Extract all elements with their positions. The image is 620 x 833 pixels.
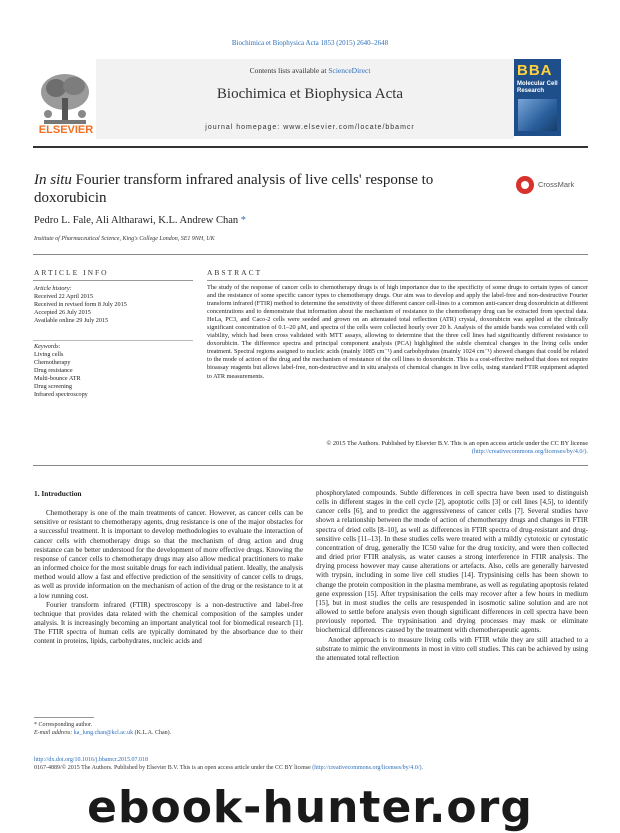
email-label: E-mail address: [34,730,74,736]
article-info-rule [33,280,193,281]
body-divider [33,465,588,466]
journal-reference[interactable]: Biochimica et Biophysica Acta 1853 (2015) 2640–2648 [231,39,389,47]
crossmark-icon [516,176,534,194]
issn-text: 0167-4889/© 2015 The Authors. Published by Elsevier B.V. This is an open access article under the CC BY license [34,765,313,771]
keyword: Chemotherapy [34,359,71,366]
doi-link[interactable]: http://dx.doi.org/10.1016/j.bbamcr.2015.07.018 [34,757,149,763]
keyword: Infrared spectroscopy [34,391,88,398]
issn-line [34,764,588,772]
keywords-rule [33,340,193,341]
keyword: Living cells [34,351,64,358]
keywords-label: Keywords: [34,343,61,350]
section-divider [33,254,588,255]
page-footer [34,756,588,772]
paragraph: Fourier transform infrared (FTIR) spectroscopy is a non-destructive and label-free technique that provides data related with the chemical composition of the samples under analysis. It is increasingly becoming an important analytical tool for biomedical research [1]. The FTIR spectra of human cells are typically dominated by the absorbance due to their content in proteins, lipids, carbohydrates, nucleic acids and [34,600,303,646]
journal-cover-thumbnail[interactable] [514,59,561,136]
header-divider [33,146,588,148]
cover-title: BBA [517,62,553,79]
cover-image [518,99,557,131]
article-title [34,171,504,207]
body-left-column [34,489,303,647]
article-history [34,285,194,325]
email-line [34,729,303,737]
journal-title: Biochimica et Biophysica Acta [216,86,404,102]
paragraph: Another approach is to measure living cells with FTIR while they are still attached to a substrate to mimic the environments in most in vitro cell studies. This can be achieved by using the attenuated total reflection [316,635,588,662]
keyword: Drug resistance [34,367,73,374]
abstract-text: The study of the response of cancer cells to chemotherapy drugs is of high importance due to the specificity of some drugs to certain types of cancer and the resistance of some specific cancer types to chemotherapy drugs. Our aim was to develop and apply the label-free and non-destructive Fourier transform infrared (FTIR) method to determine the sensitivity of three different cancer cell-lines to a common anti-cancer drug doxorubicin at different concentrations and to demonstrate that information about the mechanism of resistance to the chemotherapy drug can be extracted from spectral data. HeLa, PC3, and Caco-2 cells were seeded and grown on an attenuated total reflection (ATR) crystal, doxorubicin was applied at the clinically significant concentration of 0.1–20 μM, and spectra of the cells were collected hourly over 20 h. Analysis of the amide bands was correlated with cell viability, which had been cross validated with MTT assays, allowing to determine that the three cell lines had significantly different resistance to doxorubicin. The difference spectra and principal component analysis (PCA) highlighted the subtle chemical changes in the living cells under treatment. Spectral regions assigned to nucleic acids (mainly 1085 cm⁻¹) and carbohydrates (mainly 1024 cm⁻¹) showed changes that could be related to the mode of action of the drug and the mechanism of resistance of the cell lines to doxorubicin. This is a cost-effective method that does not require bioassay reagents but allows label-free, non-destructive and in situ analysis of chemical changes in live cells, using standard FTIR equipment adapted to ATR measurements. [207,284,588,380]
article-title-rest: Fourier transform infrared analysis of live cells' response to doxorubicin [34,172,434,206]
keyword: Drug screening [34,383,72,390]
article-title-italic: In situ [34,172,72,188]
email-link[interactable]: ka_lung.chan@kcl.ac.uk [73,730,134,736]
history-item: Available online 29 July 2015 [34,317,109,324]
keyword: Multi-bounce ATR [34,375,81,382]
keywords-block [34,343,194,399]
contents-prefix: Contents lists available at [249,66,329,75]
affiliation: Institute of Pharmaceutical Science, King's College London, SE1 9NH, UK [34,236,215,242]
cover-subtitle: Molecular Cell Research [517,81,558,94]
copyright-text: © 2015 The Authors. Published by Elsevier B.V. This is an open access article under the CC BY license [326,440,588,447]
abstract-copyright [207,440,588,456]
abstract-rule [207,280,588,281]
footnote [34,721,303,737]
history-label: Article history: [34,285,72,292]
article-info-heading: ARTICLE INFO [34,268,109,277]
journal-homepage[interactable]: journal homepage: www.elsevier.com/locate/bbamcr [205,124,415,131]
footer-license-link[interactable]: (http://creativecommons.org/licenses/by/4.0/). [312,765,423,771]
author-list [34,215,246,226]
history-item: Received in revised form 8 July 2015 [34,301,127,308]
corresponding-author-link[interactable]: * [238,215,247,226]
email-suffix: (K.L.A. Chan). [133,730,172,736]
crossmark-badge[interactable] [516,176,590,196]
footnote-rule [34,717,94,718]
abstract-heading: ABSTRACT [207,268,263,277]
paragraph: phosphorylated compounds. Subtle differences in cell spectra have been used to distinguish cells in different stages in the cell cycle [2], apoptotic cells [3] or cell lines [4,5], to identify cancer cells [6], and to predict the aggressiveness of cancer cells [7]. Several studies have shown a relationship between the mode of action of chemotherapy drugs and changes in FTIR spectra of dried cells [8–10], as well as differences in FTIR spectra of drug-resistant and drug-sensitive cells [11–13]. In these studies cells were treated with a mildly cytotoxic or cytostatic concentration of drug, generally the IC50 value for the drug toxicity, and were then collected and dried prior FTIR analysis, as water causes a strong interference in FTIR analysis. The drying process however may cause alterations or artefacts. Also, cells are generally harvested with trypsin, including in some live cell studies [14]. Trypsinising cells has been shown to change the protein composition in the plasma membrane, as well as regulating apoptosis related gene expression [15]. After trypsinisation the cells may recover after a few hours in medium [15], but in most studies the cells are resuspended in isosmotic saline solution and are not allowed to settle before analysis even though significant differences in cell spectra have been previously reported. The trypsinisation and drying processes may mask or eliminate biochemical differences caused by the treatment with chemotherapeutic agents. [316,489,588,635]
elsevier-logo-text: ELSEVIER [38,124,94,136]
history-item: Accepted 26 July 2015 [34,309,91,316]
history-item: Received 22 April 2015 [34,293,93,300]
paragraph: Chemotherapy is one of the main treatments of cancer. However, as cancer cells can be sensitive or resistant to chemotherapy agents, drug resistance is one of the major obstacles for a successful treatment. It is important to develop methodologies to evaluate the interaction of cancer cells with chemotherapy drugs so that the mechanism of drug action and drug resistance can be better understood for the development of more effective drugs. Knowing the response of cancer cells to chemotherapy drugs may also allow medical practitioners to make an informed choice for the most suitable drugs for each individual patient. Ideally, the analysis method would allow a fast and effective prediction of the sensitivity of cancer cells to drugs, as well as provide information on the mechanism of action of the drug or the resistance to it at a low running cost. [34,509,303,600]
section-heading-introduction: 1. Introduction [34,489,82,498]
watermark: ebook-hunter.org [87,782,533,833]
corresponding-author-note: * Corresponding author. [34,722,93,728]
body-right-column [316,489,588,663]
license-link[interactable]: (http://creativecommons.org/licenses/by/4.0/). [471,448,588,456]
crossmark-label: CrossMark [538,180,575,189]
authors-text: Pedro L. Fale, Ali Altharawi, K.L. Andrew Chan [34,215,239,226]
sciencedirect-link[interactable]: ScienceDirect [328,66,371,75]
